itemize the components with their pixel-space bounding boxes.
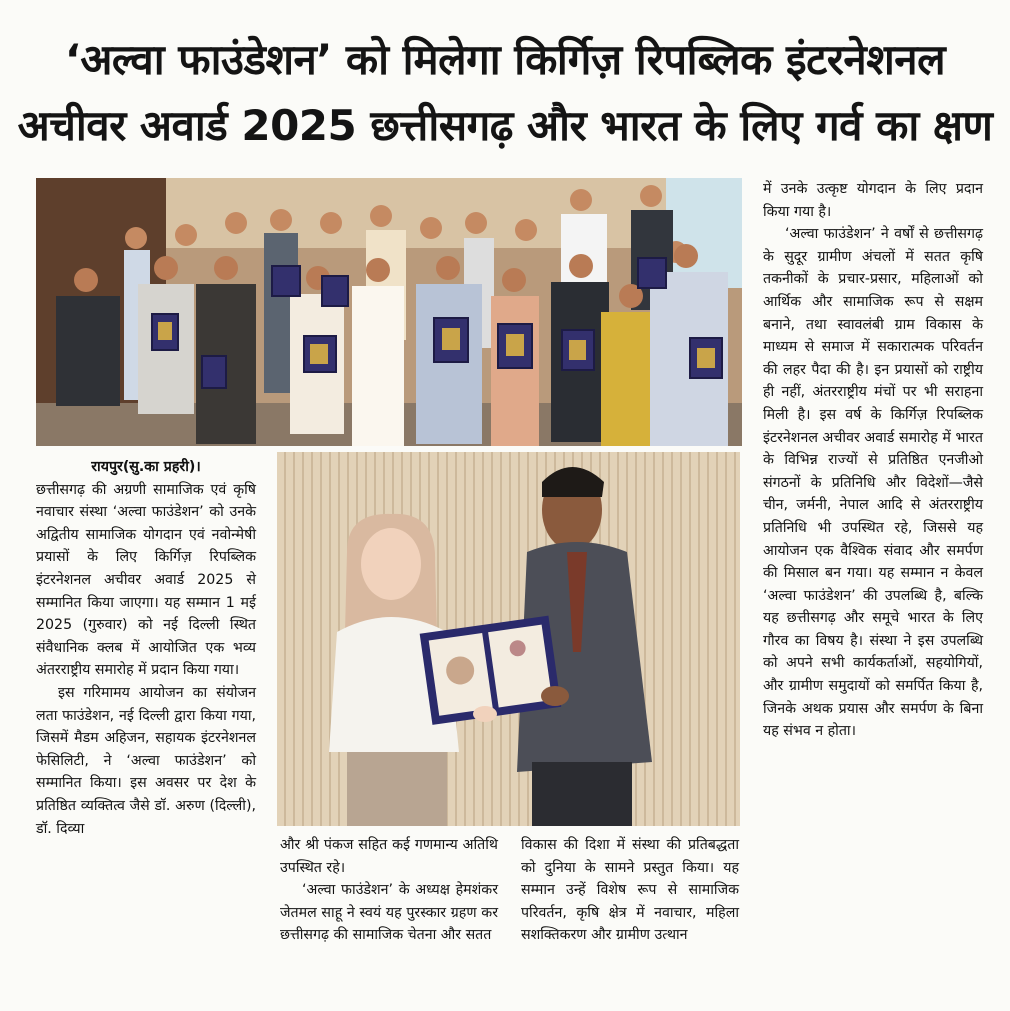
- article-paragraph: ‘अल्वा फाउंडेशन’ ने वर्षों से छत्तीसगढ़ के सुदूर ग्रामीण अंचलों में सतत कृषि तकनीकों के प्रचार-प्रसार, महिलाओं को आर्थिक और सामाजिक रूप से सक्षम बनाने, तथा स्वावलंबी ग्राम विकास के माध्यम से समाज में सकारात्मक परिवर्तन की लहर पैदा की है। इन प्रयासों को राष्ट्रीय ही नहीं, अंतरराष्ट्रीय मंचों पर भी सराहना मिली है। इस वर्ष के किर्गिज़ रिपब्लिक इंटरनेशनल अचीवर अवार्ड समारोह में भारत के विभिन्न राज्यों से प्रतिष्ठित एनजीओ संगठनों के प्रतिनिधि और विदेशों—जैसे चीन, जर्मनी, नेपाल आदि से अंतरराष्ट्रीय प्रतिनिधि भी उपस्थित रहे, जिससे यह आयोजन एक वैश्विक संवाद और समर्पण की मिसाल बन गया। यह सम्मान न केवल ‘अल्वा फाउंडेशन’ की उपलब्धि है, बल्कि यह छत्तीसगढ़ और समूचे भारत के लिए गौरव का विषय है। संस्था ने इस उपलब्धि को अपने सभी कार्यकर्ताओं, सहयोगियों, और ग्रामीण समुदायों को समर्पित किया है, जिनके अथक प्रयास और समर्पण के बिना यह संभव न होता।: [763, 226, 983, 740]
- article-column-1: [36, 456, 256, 840]
- article-paragraph: ‘अल्वा फाउंडेशन’ के अध्यक्ष हेमशंकर जेतमल साहू ने स्वयं यह पुरस्कार ग्रहण कर छत्तीसगढ़ की सामाजिक चेतना और सतत: [280, 882, 498, 944]
- article-paragraph: में उनके उत्कृष्ट योगदान के लिए प्रदान किया गया है।: [763, 181, 983, 220]
- article-paragraph: विकास की दिशा में संस्था की प्रतिबद्धता को दुनिया के सामने प्रस्तुत किया। यह सम्मान उन्हें विशेष रूप से सामाजिक परिवर्तन, कृषि क्षेत्र में नवाचार, महिला सशक्तिकरण और ग्रामीण उत्थान: [521, 837, 739, 944]
- article-paragraph: और श्री पंकज सहित कई गणमान्य अतिथि उपस्थित रहे।: [280, 837, 498, 876]
- article-paragraph: छत्तीसगढ़ की अग्रणी सामाजिक एवं कृषि नवाचार संस्था ‘अल्वा फाउंडेशन’ को उनके अद्वितीय सामाजिक योगदान एवं नवोन्मेषी प्रयासों के लिए किर्गिज़ रिपब्लिक इंटरनेशनल अचीवर अवार्ड 2025 से सम्मानित किया जाएगा। यह सम्मान 1 मई 2025 (गुरुवार) को नई दिल्ली स्थित संवैधानिक क्लब में आयोजित एक भव्य अंतरराष्ट्रीय समारोह में प्रदान किया गया।: [36, 481, 256, 679]
- article-column-3: [521, 834, 739, 947]
- dateline: रायपुर(सु.का प्रहरी)।: [91, 459, 201, 475]
- headline-line-2: अचीवर अवार्ड 2025 छत्तीसगढ़ और भारत के लिए गर्व का क्षण: [17, 101, 993, 150]
- group-photo-illustration: [36, 178, 742, 446]
- group-award-photo: [36, 178, 742, 446]
- article-column-4: [763, 178, 983, 743]
- award-photo-illustration: [277, 452, 740, 826]
- article-paragraph: इस गरिमामय आयोजन का संयोजन लता फाउंडेशन, नई दिल्ली द्वारा किया गया, जिसमें मैडम अहिजन, सहायक इंटरनेशनल फेसिलिटी, ने ‘अल्वा फाउंडेशन’ को सम्मानित किया। इस अवसर पर देश के प्रतिष्ठित व्यक्तित्व जैसे डॉ. अरुण (दिल्ली), डॉ. दिव्या: [36, 684, 256, 837]
- headline-line-1: ‘अल्वा फाउंडेशन’ को मिलेगा किर्गिज़ रिपब्लिक इंटरनेशनल: [64, 35, 946, 84]
- article-column-2: [280, 834, 498, 947]
- award-handover-photo: [277, 452, 740, 826]
